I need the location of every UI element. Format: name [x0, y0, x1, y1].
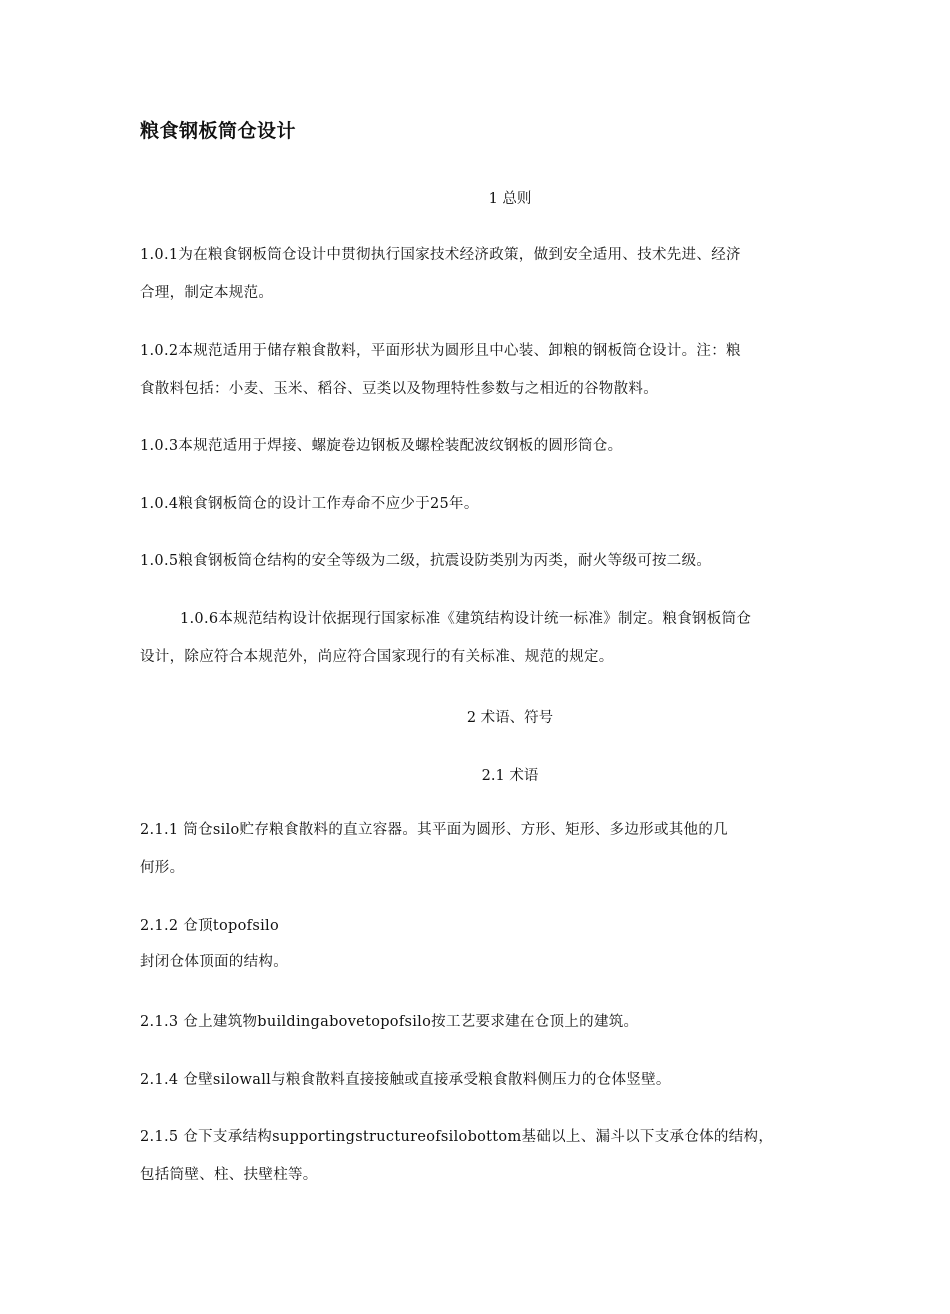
clause-2-1-1-line-1: 2.1.1 筒仓silo贮存粮食散料的直立容器。其平面为圆形、方形、矩形、多边形或其他的几 [140, 822, 728, 838]
document-title: 粮食钢板筒仓设计 [140, 120, 297, 142]
clause-2-1-3-text: 2.1.3 仓上建筑物buildingabovetopofsilo按工艺要求建在仓顶上的建筑。 [140, 1014, 639, 1030]
clause-2-1-1-line-2: 何形。 [140, 860, 185, 876]
clause-2-1-5-line-1: 2.1.5 仓下支承结构supportingstructureofsilobottom基础以上、漏斗以下支承仓体的结构， [140, 1129, 774, 1145]
clause-2-1-2 [140, 907, 840, 981]
clause-1-0-6-line-2: 设计，除应符合本规范外，尚应符合国家现行的有关标准、规范的规定。 [140, 649, 614, 665]
clause-1-0-3 [140, 427, 840, 465]
clause-1-0-1 [140, 236, 840, 312]
clause-2-1-4-text: 2.1.4 仓壁silowall与粮食散料直接接触或直接承受粮食散料侧压力的仓体竖壁。 [140, 1072, 671, 1088]
clause-1-0-4 [140, 485, 840, 523]
clause-1-0-6 [140, 600, 840, 676]
clause-2-1-2-line-2: 封闭仓体顶面的结构。 [140, 954, 288, 970]
clause-1-0-5 [140, 542, 840, 580]
clause-1-0-2-line-1: 1.0.2本规范适用于储存粮食散料，平面形状为圆形且中心装、卸粮的钢板筒仓设计。注：粮 [140, 343, 741, 359]
clause-1-0-6-line-1: 1.0.6本规范结构设计依据现行国家标准《建筑结构设计统一标准》制定。粮食钢板筒仓 [180, 611, 752, 627]
clause-1-0-5-text: 1.0.5粮食钢板筒仓结构的安全等级为二级，抗震设防类别为丙类，耐火等级可按二级。 [140, 553, 712, 569]
clause-2-1-3 [140, 1003, 840, 1041]
clause-1-0-4-text: 1.0.4粮食钢板筒仓的设计工作寿命不应少于25年。 [140, 496, 479, 512]
chapter-2-heading: 2 术语、符号 [466, 710, 554, 726]
clause-1-0-1-line-2: 合理，制定本规范。 [140, 285, 274, 301]
chapter-1-heading: 1 总则 [488, 191, 532, 207]
clause-1-0-1-line-1: 1.0.1为在粮食钢板筒仓设计中贯彻执行国家技术经济政策，做到安全适用、技术先进、经济 [140, 247, 741, 263]
clause-2-1-5-line-2: 包括筒壁、柱、扶壁柱等。 [140, 1167, 318, 1183]
clause-2-1-2-line-1: 2.1.2 仓顶topofsilo [140, 918, 279, 934]
clause-1-0-2-line-2: 食散料包括：小麦、玉米、稻谷、豆类以及物理特性参数与之相近的谷物散料。 [140, 381, 658, 397]
clause-1-0-3-text: 1.0.3本规范适用于焊接、螺旋卷边钢板及螺栓装配波纹钢板的圆形筒仓。 [140, 438, 623, 454]
clause-2-1-4 [140, 1061, 840, 1099]
clause-1-0-2 [140, 332, 840, 408]
clause-2-1-1 [140, 811, 840, 887]
clause-2-1-5 [140, 1118, 840, 1194]
section-2-1-heading: 2.1 术语 [481, 768, 539, 784]
